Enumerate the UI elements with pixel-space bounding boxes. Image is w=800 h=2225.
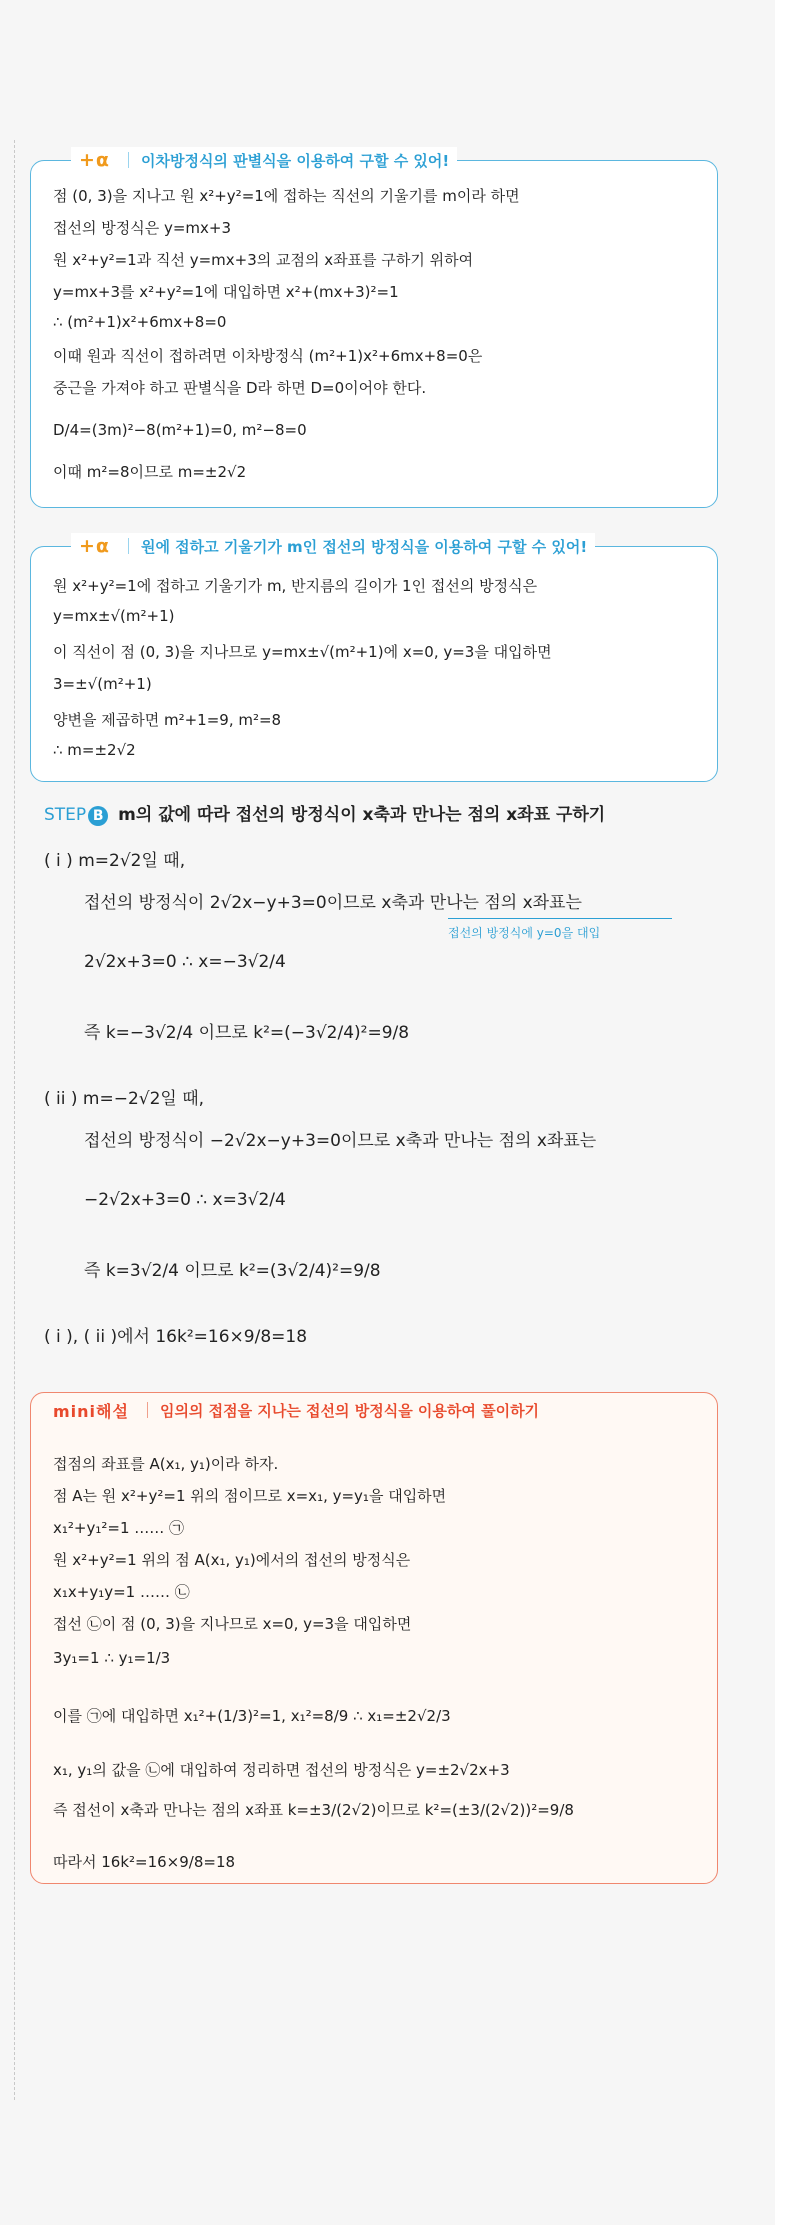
note-underline: [448, 918, 672, 919]
text-line: 접선의 방정식은 y=mx+3: [53, 219, 232, 237]
text-line: 이때 m²=8이므로 m=±2√2: [53, 463, 247, 481]
box-header: [71, 147, 457, 173]
text-line: ∴ (m²+1)x²+6mx+8=0: [53, 313, 227, 331]
step-heading: [44, 800, 605, 826]
margin-guide: [14, 140, 15, 2100]
step-title: m의 값에 따라 접선의 방정식이 x축과 만나는 점의 x좌표 구하기: [118, 805, 606, 825]
solution-line: 즉 k=−3√2/4 이므로 k²=(−3√2/4)²=9/8: [84, 1023, 410, 1043]
mini-badge: mini해설: [53, 1401, 129, 1421]
solution-line: −2√2x+3=0 ∴ x=3√2/4: [84, 1190, 286, 1210]
text-line: ∴ m=±2√2: [53, 741, 136, 759]
text-line: 양변을 제곱하면 m²+1=9, m²=8: [53, 711, 282, 729]
box-title: 임의의 접점을 지나는 접선의 방정식을 이용하여 풀이하기: [159, 1401, 540, 1420]
text-line: 중근을 가져야 하고 판별식을 D라 하면 D=0이어야 한다.: [53, 379, 427, 397]
text-line: y=mx±√(m²+1): [53, 607, 175, 625]
solution-note: 접선의 방정식에 y=0을 대입: [448, 926, 601, 940]
box-header: [71, 533, 595, 559]
text-line: 이때 원과 직선이 접하려면 이차방정식 (m²+1)x²+6mx+8=0은: [53, 347, 483, 365]
text-line: 이를 ㉠에 대입하면 x₁²+(1/3)²=1, x₁²=8/9 ∴ x₁=±2√2/3: [53, 1707, 451, 1725]
solution-line: ( ii ) m=−2√2일 때,: [44, 1089, 205, 1109]
hint-box-discriminant: [30, 149, 718, 508]
solution-line: ( i ) m=2√2일 때,: [44, 851, 186, 871]
box-title: 원에 접하고 기울기가 m인 접선의 방정식을 이용하여 구할 수 있어!: [140, 537, 588, 556]
mini-solution-box: [30, 1392, 718, 1884]
step-letter-badge: B: [88, 806, 108, 826]
plus-alpha-badge: +α: [79, 535, 110, 557]
box-header: [47, 1397, 545, 1423]
text-line: 원 x²+y²=1과 직선 y=mx+3의 교점의 x좌표를 구하기 위하여: [53, 251, 474, 269]
text-line: x₁²+y₁²=1 …… ㉠: [53, 1519, 185, 1537]
text-line: 따라서 16k²=16×9/8=18: [53, 1853, 236, 1871]
solution-line: 접선의 방정식이 2√2x−y+3=0이므로 x축과 만나는 점의 x좌표는: [84, 893, 582, 913]
text-line: x₁, y₁의 값을 ㉡에 대입하여 정리하면 접선의 방정식은 y=±2√2x+3: [53, 1761, 510, 1779]
divider: [128, 538, 129, 554]
solution-line: 즉 k=3√2/4 이므로 k²=(3√2/4)²=9/8: [84, 1261, 381, 1281]
step-label: STEP: [44, 805, 87, 825]
solution-line: 접선의 방정식이 −2√2x−y+3=0이므로 x축과 만나는 점의 x좌표는: [84, 1131, 597, 1151]
text-line: D/4=(3m)²−8(m²+1)=0, m²−8=0: [53, 421, 307, 439]
text-line: 점 (0, 3)을 지나고 원 x²+y²=1에 접하는 직선의 기울기를 m이라 하면: [53, 187, 520, 205]
text-line: 접선 ㉡이 점 (0, 3)을 지나므로 x=0, y=3을 대입하면: [53, 1615, 412, 1633]
text-line: 원 x²+y²=1에 접하고 기울기가 m, 반지름의 길이가 1인 접선의 방정식은: [53, 577, 538, 595]
text-line: 3y₁=1 ∴ y₁=1/3: [53, 1649, 171, 1667]
plus-alpha-badge: +α: [79, 149, 110, 171]
solution-line: ( i ), ( ii )에서 16k²=16×9/8=18: [44, 1327, 308, 1347]
text-line: 3=±√(m²+1): [53, 675, 152, 693]
text-line: 원 x²+y²=1 위의 점 A(x₁, y₁)에서의 접선의 방정식은: [53, 1551, 411, 1569]
text-line: y=mx+3를 x²+y²=1에 대입하면 x²+(mx+3)²=1: [53, 283, 399, 301]
text-line: 점 A는 원 x²+y²=1 위의 점이므로 x=x₁, y=y₁을 대입하면: [53, 1487, 447, 1505]
text-line: 접점의 좌표를 A(x₁, y₁)이라 하자.: [53, 1455, 279, 1473]
text-line: 이 직선이 점 (0, 3)을 지나므로 y=mx±√(m²+1)에 x=0, y=3을 대입하면: [53, 643, 552, 661]
box-title: 이차방정식의 판별식을 이용하여 구할 수 있어!: [140, 151, 450, 170]
divider: [128, 152, 129, 168]
text-line: 즉 접선이 x축과 만나는 점의 x좌표 k=±3/(2√2)이므로 k²=(±3/(2√2))²=9/8: [53, 1801, 574, 1819]
hint-box-tangent-slope: [30, 535, 718, 782]
divider: [147, 1402, 148, 1418]
text-line: x₁x+y₁y=1 …… ㉡: [53, 1583, 190, 1601]
solution-line: 2√2x+3=0 ∴ x=−3√2/4: [84, 952, 286, 972]
